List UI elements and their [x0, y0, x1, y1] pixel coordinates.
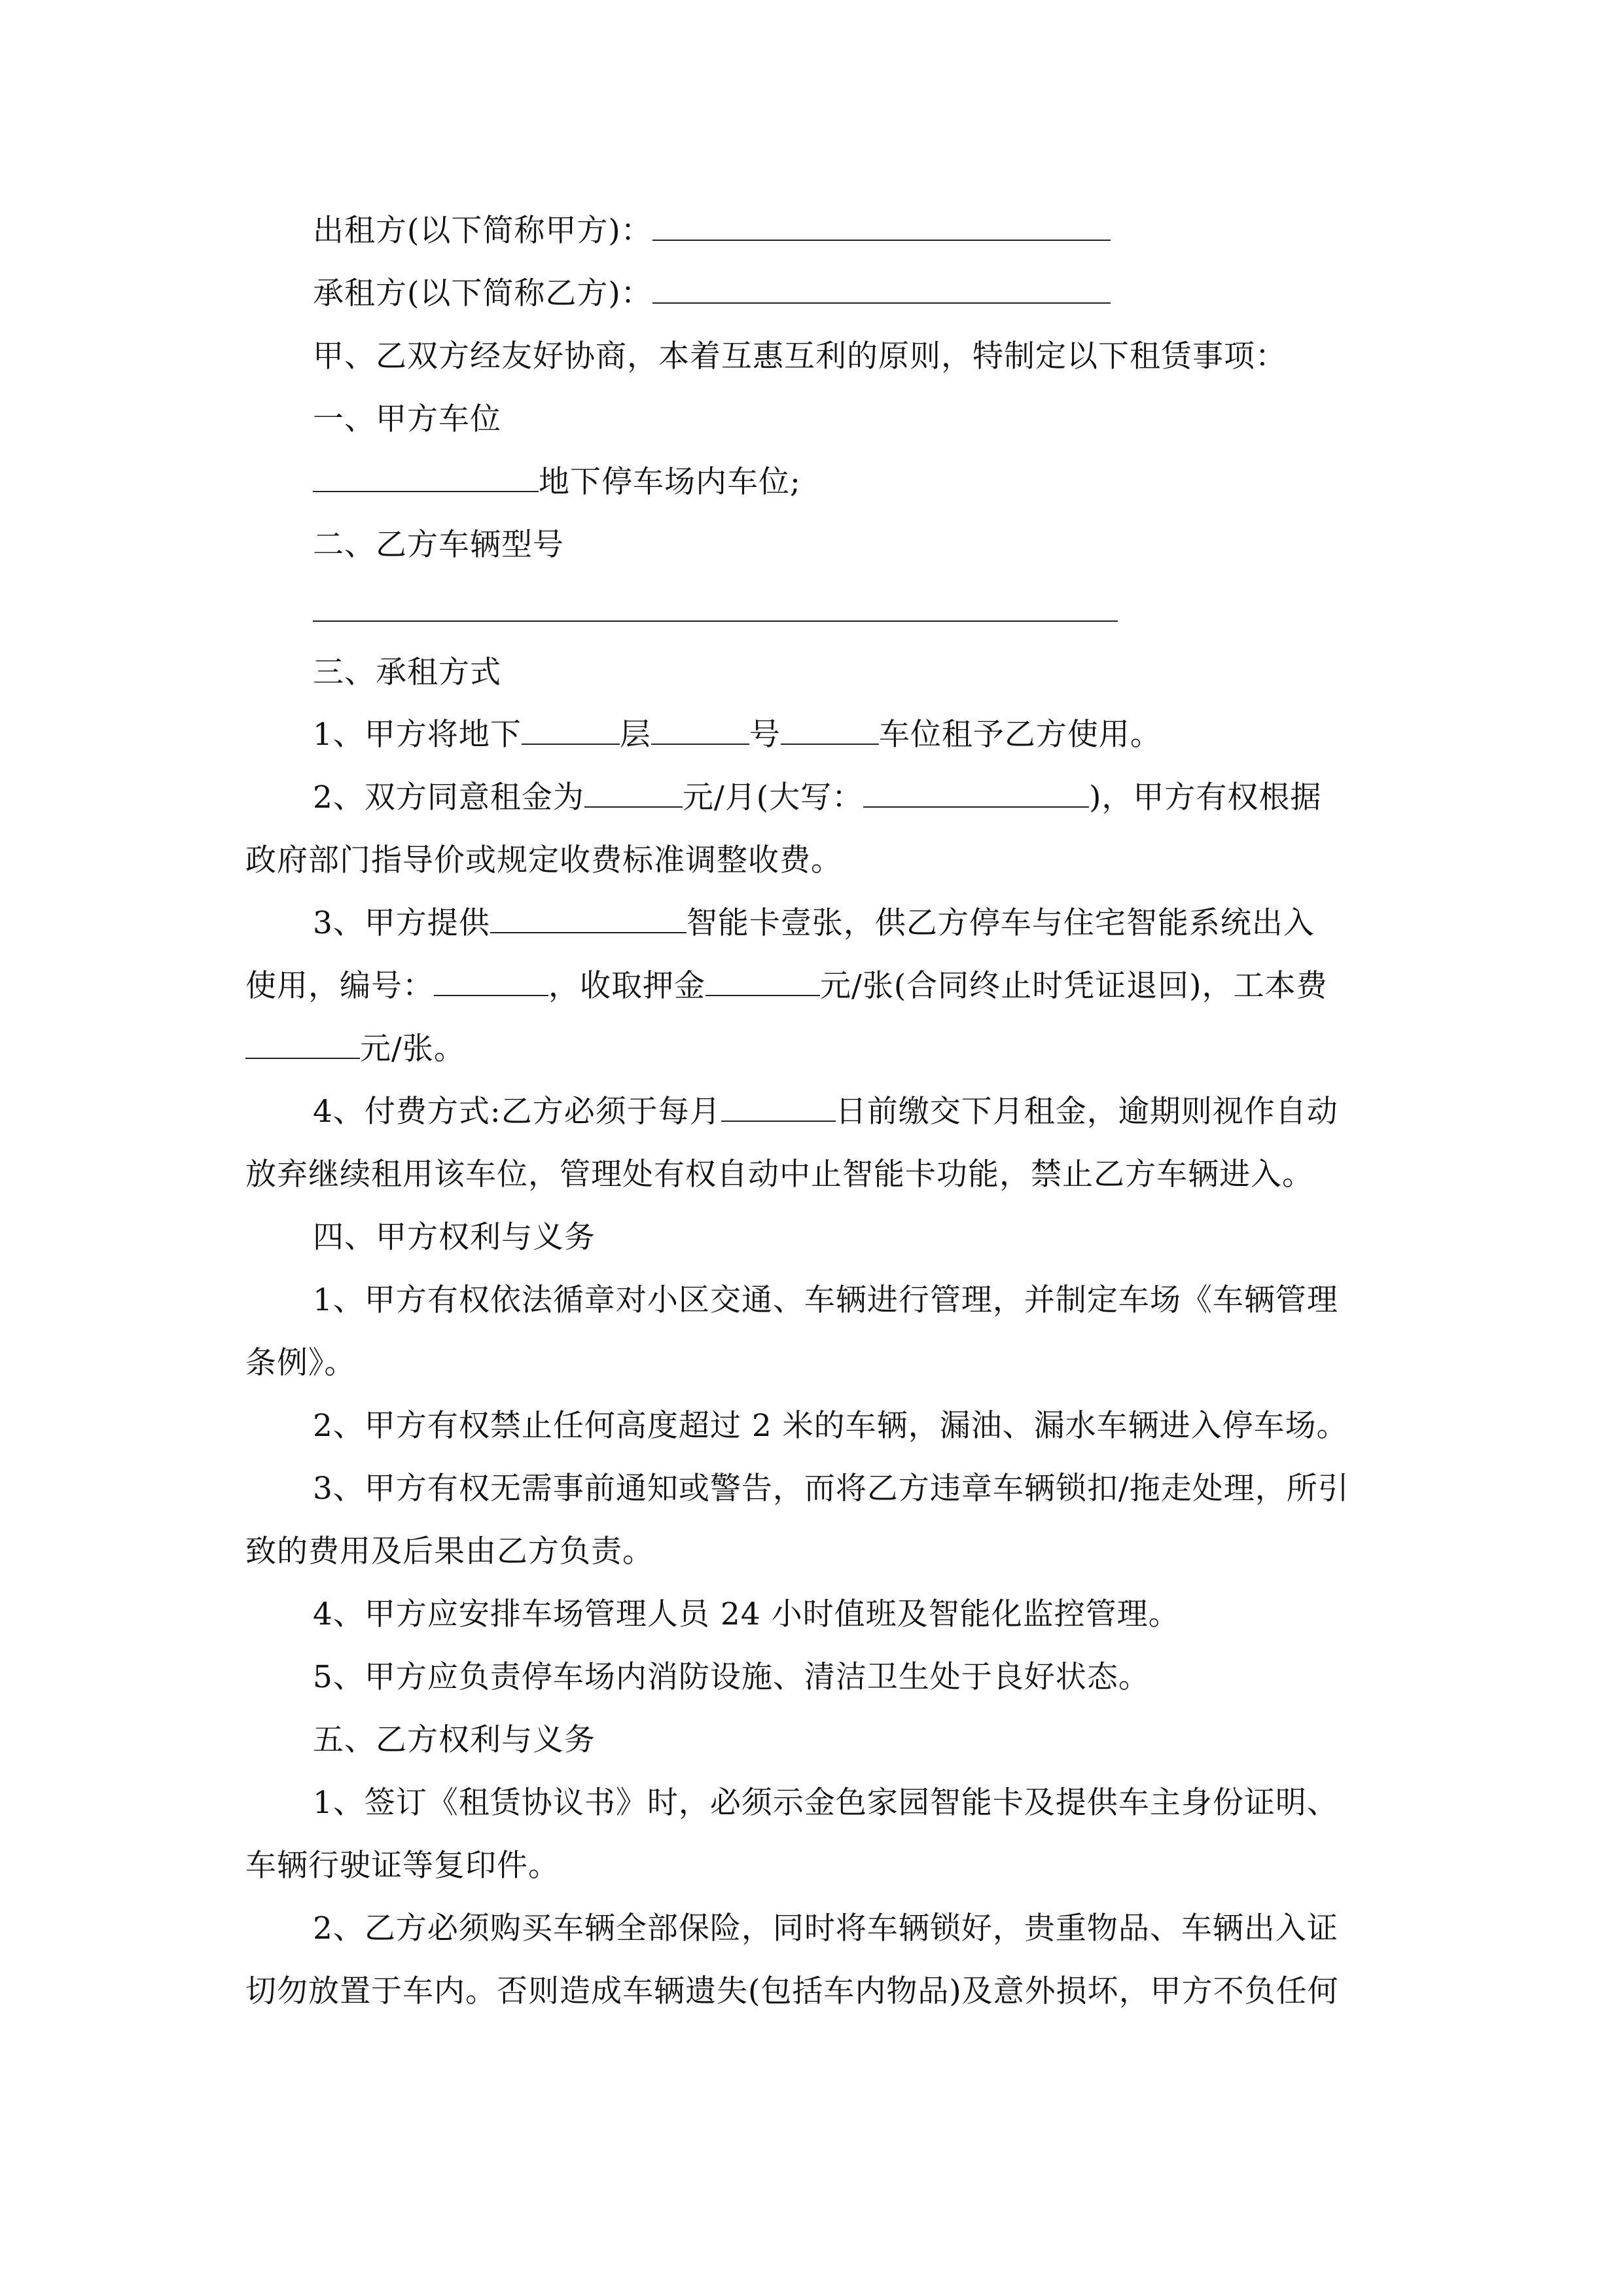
item4-text-b: 乙方必须于每月	[501, 1094, 721, 1130]
item3-text-d: ，收取押金	[548, 968, 705, 1004]
section3-item2-line2: 政府部门指导价或规定收费标准调整收费。	[245, 842, 842, 878]
section4-item1: 1、甲方有权依法循章对小区交通、车辆进行管理，并制定车场《车辆管理	[313, 1282, 1338, 1318]
section3-item1	[313, 715, 1162, 755]
section3-item4	[313, 1092, 1338, 1132]
item3-text-a: 3、甲方提供	[313, 905, 490, 941]
space-blank	[781, 719, 879, 745]
number-blank	[651, 719, 749, 745]
rent-words-blank	[863, 781, 1089, 808]
section5-item1-line2: 车辆行驶证等复印件。	[245, 1848, 560, 1884]
parking-location-blank	[313, 466, 539, 492]
item1-text-a: 1、甲方将地下	[313, 717, 522, 753]
item3-text-c: 使用，编号：	[245, 968, 434, 1004]
vehicle-model-blank	[313, 620, 1118, 622]
section1-line	[313, 463, 801, 502]
lessee-label: 承租方(以下简称乙方)：	[313, 276, 652, 312]
section4-item3: 3、甲方有权无需事前通知或警告，而将乙方违章车辆锁扣/拖走处理，所引	[313, 1471, 1349, 1507]
section2-heading: 二、乙方车辆型号	[313, 527, 564, 563]
card-number-blank	[434, 970, 548, 996]
item1-text-c: 号	[749, 717, 781, 753]
section5-item2: 2、乙方必须购买车辆全部保险，同时将车辆锁好，贵重物品、车辆出入证	[313, 1910, 1338, 1946]
floor-blank	[522, 719, 620, 745]
section5-item2-line2: 切勿放置于车内。否则造成车辆遗失(包括车内物品)及意外损坏，甲方不负任何	[245, 1973, 1339, 2009]
section4-item2: 2、甲方有权禁止任何高度超过 2 米的车辆，漏油、漏水车辆进入停车场。	[313, 1408, 1348, 1444]
pay-day-blank	[721, 1096, 836, 1122]
section4-item5: 5、甲方应负责停车场内消防设施、清洁卫生处于良好状态。	[313, 1659, 1150, 1695]
section4-item1-line2: 条例》。	[245, 1345, 356, 1381]
section3-heading: 三、承租方式	[313, 655, 501, 691]
section3-item3-line3	[245, 1030, 465, 1069]
lessor-line	[313, 211, 1111, 251]
section3-item4-line2: 放弃继续租用该车位，管理处有权自动中止智能卡功能，禁止乙方车辆进入。	[245, 1157, 1313, 1193]
card-blank	[490, 907, 687, 933]
cost-blank	[245, 1033, 360, 1059]
lessor-blank	[652, 215, 1111, 241]
item1-text-b: 层	[619, 717, 651, 753]
item2-text-a: 2、双方同意租金为	[313, 780, 584, 816]
item3-text-f: 元/张。	[360, 1031, 465, 1067]
rent-blank	[584, 781, 683, 808]
intro-paragraph: 甲、乙双方经友好协商，本着互惠互利的原则，特制定以下租赁事项：	[313, 338, 1287, 374]
item3-text-b: 智能卡壹张，供乙方停车与住宅智能系统出入	[686, 905, 1315, 941]
section1-text: 地下停车场内车位;	[539, 464, 801, 500]
section3-item3-line2	[245, 967, 1328, 1006]
item3-text-e: 元/张(合同终止时凭证退回)，工本费	[820, 968, 1328, 1004]
deposit-blank	[705, 970, 820, 996]
section5-heading: 五、乙方权利与义务	[313, 1722, 596, 1758]
item1-text-d: 车位租予乙方使用。	[878, 717, 1162, 753]
lessee-blank	[652, 278, 1111, 304]
section1-heading: 一、甲方车位	[313, 401, 501, 437]
item4-text-c: 日前缴交下月租金，逾期则视作自动	[835, 1094, 1338, 1130]
section4-item4: 4、甲方应安排车场管理人员 24 小时值班及智能化监控管理。	[313, 1596, 1180, 1632]
section5-item1: 1、签订《租赁协议书》时，必须示金色家园智能卡及提供车主身份证明、	[313, 1785, 1338, 1821]
section3-item3	[313, 904, 1315, 943]
section4-heading: 四、甲方权利与义务	[313, 1219, 596, 1255]
section4-item3-line2: 致的费用及后果由乙方负责。	[245, 1534, 654, 1570]
item2-text-c: )，甲方有权根据	[1089, 780, 1322, 816]
item2-text-b: 元/月(大写：	[682, 780, 864, 816]
lessee-line	[313, 274, 1111, 314]
section3-item2	[313, 778, 1321, 817]
item4-text-a: 4、付费方式:	[313, 1094, 501, 1130]
lessor-label: 出租方(以下简称甲方)：	[313, 213, 652, 249]
